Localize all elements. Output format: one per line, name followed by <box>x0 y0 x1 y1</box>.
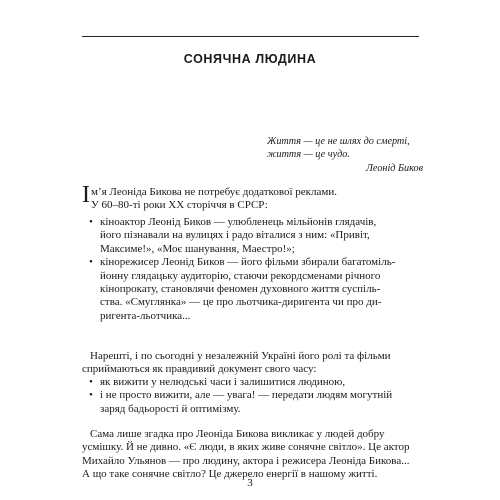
bullet-line: кіноактор Леонід Биков — улюбленець мільйонів глядачів, <box>100 216 377 228</box>
bullet-marker: • <box>89 389 93 402</box>
bullet-line: його пізнавали на вулицях і радо віталися з ним: «Привіт, <box>100 229 370 242</box>
bullet-item <box>82 216 422 256</box>
intro-paragraph <box>82 182 422 213</box>
bullet-line: Максиме!», «Моє шанування, Маестро!»; <box>100 242 295 255</box>
bullet-line: як вижити у нелюдські часи і залишитися людиною, <box>100 376 346 388</box>
drop-cap: І <box>82 182 90 208</box>
epigraph-line: життя — це чудо. <box>267 148 350 160</box>
paragraph-line: Михайло Ульянов — про людину, актора і режисера Леоніда Бикова... <box>82 454 410 467</box>
bullet-item <box>82 256 422 323</box>
paragraph-line: А що таке сонячне світло? Це джерело енергії в нашому житті. <box>82 468 378 481</box>
top-rule <box>82 36 419 37</box>
bullet-marker: • <box>89 376 93 388</box>
bullet-line: і не просто вижити, але — увага! — передати людям могутній <box>100 389 393 402</box>
page-number: 3 <box>247 477 253 489</box>
paragraph-line: сприймаються як правдивий документ свого часу: <box>82 363 317 376</box>
paragraph-line: усмішку. Й не дивно. «Є люди, в яких живе сонячне світло». Це актор <box>82 441 410 454</box>
intro-line: м’я Леоніда Бикова не потребує додаткової реклами. <box>91 186 337 198</box>
epigraph-line: Життя — це не шлях до смерті, <box>267 136 410 147</box>
epigraph-author: Леонід Биков <box>366 163 423 175</box>
bullet-line: ригента-льотчика... <box>100 309 191 322</box>
paragraph <box>82 428 422 482</box>
chapter-title: СОНЯЧНА ЛЮДИНА <box>183 52 317 66</box>
bullet-marker: • <box>89 216 93 228</box>
bullet-line: кінопрокату, становлячи феномен духовного життя суспіль- <box>100 283 381 296</box>
paragraph <box>82 350 422 377</box>
bullet-line: ства. «Смуглянка» — це про льотчика-диригента чи про ди- <box>100 296 382 309</box>
bullet-line: заряд бадьорості й оптимізму. <box>100 402 241 415</box>
intro-line: У 60–80-ті роки ХХ сторіччя в СРСР: <box>91 199 268 212</box>
bullet-item <box>82 376 422 389</box>
paragraph-line: Сама лише згадка про Леоніда Бикова викликає у людей добру <box>90 428 385 440</box>
paragraph-line: Нарешті, і по сьогодні у незалежній Україні його ролі та фільми <box>90 350 391 362</box>
bullet-marker: • <box>89 256 93 269</box>
bullet-line: йонну глядацьку аудиторію, стаючи рекордсменами річного <box>100 269 381 282</box>
epigraph <box>267 136 423 176</box>
bullet-list <box>82 216 422 323</box>
bullet-item <box>82 389 422 416</box>
bullet-line: кінорежисер Леонід Биков — його фільми збирали багатоміль- <box>100 256 396 269</box>
bullet-list <box>82 376 422 416</box>
